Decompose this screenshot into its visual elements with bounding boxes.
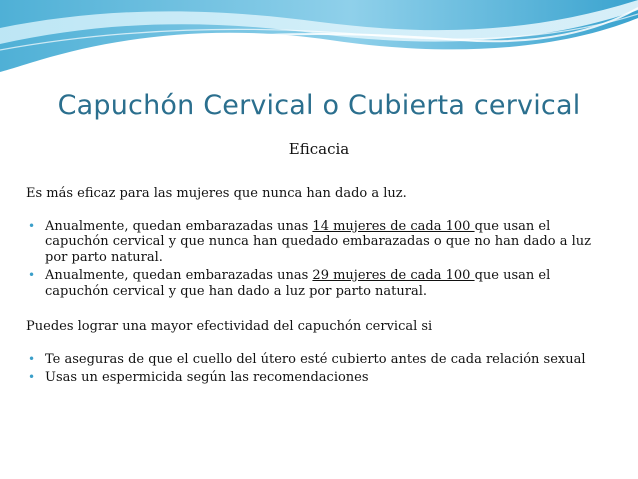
bullet-item bbox=[26, 268, 616, 299]
bullet-item bbox=[26, 370, 616, 386]
slide-title: Capuchón Cervical o Cubierta cervical bbox=[57, 90, 581, 121]
bullet-text-before: Anualmente, quedan embarazadas unas bbox=[45, 268, 313, 283]
bullet-underlined-text: 29 mujeres de cada 100 bbox=[312, 268, 475, 283]
slide-body bbox=[26, 186, 616, 389]
intro-text: Es más eficaz para las mujeres que nunca han dado a luz. bbox=[26, 186, 407, 201]
decorative-waves bbox=[0, 0, 638, 80]
bullet-icon: • bbox=[28, 370, 36, 384]
bullet-item bbox=[26, 352, 616, 368]
bullet-icon: • bbox=[28, 268, 36, 282]
bullet-text: Usas un espermicida según las recomendaciones bbox=[45, 370, 369, 385]
bullet-text: Te aseguras de que el cuello del útero esté cubierto antes de cada relación sexual bbox=[45, 351, 586, 367]
bullet-icon: • bbox=[28, 351, 36, 366]
bullet-item bbox=[26, 219, 616, 266]
second-intro-text: Puedes lograr una mayor efectividad del capuchón cervical si bbox=[26, 319, 433, 334]
bullet-text-after: que usan el capuchón cervical y que nunca han quedado embarazadas o que no han dado a luz por parto natural. bbox=[45, 218, 591, 265]
bullet-text-before: Anualmente, quedan embarazadas unas bbox=[45, 218, 313, 234]
bullet-icon: • bbox=[28, 218, 36, 233]
bullet-underlined-text: 14 mujeres de cada 100 bbox=[312, 218, 475, 234]
slide-subtitle: Eficacia bbox=[288, 140, 350, 158]
bullet-text-after: que usan el capuchón cervical y que han dado a luz por parto natural. bbox=[45, 268, 551, 299]
